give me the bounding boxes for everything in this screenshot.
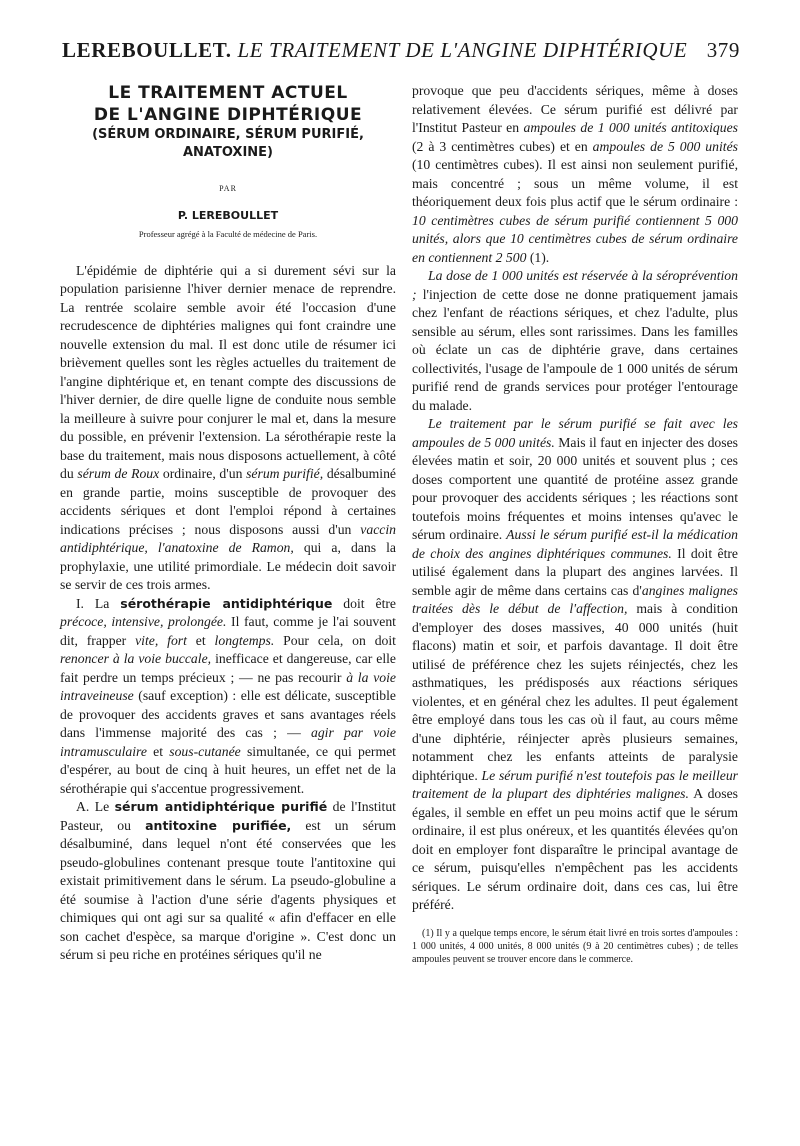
- article-subtitle-line2: ANATOXINE): [182, 145, 273, 160]
- heading-serum-purifie: sérum antidiphtérique purifié: [114, 799, 328, 814]
- running-head: [62, 38, 740, 63]
- heading-antitoxine: antitoxine purifiée,: [145, 817, 292, 833]
- byline-par: PAR: [219, 184, 237, 193]
- paragraph-serotherapy: I. La sérothérapie antidiphtérique doit être précoce, intensive, prolongée. Il faut, comme je l'ai souvent dit, frapper vite, fort et longtemps. Pour cela, on doit renoncer à la voie buccale, inefficace et dangereuse, car elle fait perdre un temps précieux ; — ne pas recourir à la voie intraveineuse (sauf exception) : elle est délicate, susceptible de provoquer des accidents graves et sans avantages réels dans l'immense majorité des cas ; — agir par voie intramusculaire et sous-cutanée simultanée, ce qui permet d'espérer, au bout de cinq à huit heures, un effet net de la sérothérapie qui s'accentue progressivement.: [60, 595, 397, 796]
- paragraph-serum-purifie: A. Le sérum antidiphtérique purifié de l'Institut Pasteur, ou antitoxine purifiée, est un sérum désalbuminé, dans lequel n'ont été conservées que les pseudo-globulines contenant presque toute l'antitoxine qui existait primitivement dans le sérum. La pseudo-globuline a été soumise à l'action d'une série d'agents physiques et chimiques qui ont agi sur sa qualité « afin d'effacer en elle son cachet d'espèce, sa marque d'origine ». C'est donc un sérum si peu riche en protéines sériques qu'il ne: [60, 799, 397, 962]
- article-title-line1: LE TRAITEMENT ACTUEL: [108, 83, 348, 103]
- heading-serotherapie: sérothérapie antidiphtérique: [120, 595, 333, 611]
- page-number: 379: [706, 38, 740, 62]
- right-column: [412, 82, 738, 966]
- running-head-title: LE TRAITEMENT DE L'ANGINE DIPHTÉRIQUE: [237, 38, 688, 62]
- footnote: (1) Il y a quelque temps encore, le sérum était livré en trois sortes d'ampoules : 1 000 unités, 4 000 unités, 8 000 unités (9 à 20 centimètres cubes) ; de telles ampoules peuvent se trouver encore dans le commerce.: [412, 927, 738, 965]
- running-head-author: LEREBOULLET.: [62, 38, 232, 62]
- article-title-line2: DE L'ANGINE DIPHTÉRIQUE: [93, 105, 363, 125]
- paragraph-seroprevention: La dose de 1 000 unités est réservée à la séroprévention ; l'injection de cette dose ne donne pratiquement jamais chez l'enfant de réactions sériques, et chez l'adulte, plus sensible au sérum, elles sont rarissimes. Dans les familles où éclate un cas de diphtérie grave, dans certaines collectivités, l'usage de l'ampoule de 1 000 unités de sérum purifié rend de grands services pour protéger l'entourage du malade.: [412, 268, 738, 413]
- left-column: [60, 82, 396, 965]
- paragraph-continued: provoque que peu d'accidents sériques, même à doses relativement élevées. Ce sérum purifié est délivré par l'Institut Pasteur en ampoules de 1 000 unités antitoxiques (2 à 3 centimètres cubes) et en ampoules de 5 000 unités (10 centimètres cubes). Il est ainsi non seulement purifié, mais concentré ; sous un même volume, il est théoriquement deux fois plus actif que le sérum ordinaire : 10 centimètres cubes de sérum purifié contiennent 5 000 unités, alors que 10 centimètres cubes de sérum ordinaire en contiennent 2 500 (1).: [412, 83, 738, 265]
- paragraph-traitement: Le traitement par le sérum purifié se fait avec les ampoules de 5 000 unités. Mais il faut en injecter des doses élevées matin et soir, 20 000 unités et souvent plus ; ces doses comportent une quantité de protéine assez grande pour provoquer des accidents sériques ; les réactions sont toutefois moins fréquentes et moins intenses qu'avec le sérum ordinaire. Aussi le sérum purifié est-il la médication de choix des angines diphtériques communes. Il doit être utilisé également dans la plupart des angines larvées. Il semble agir de même dans certains cas d'angines malignes traitées dès le début de l'affection, mais à condition d'employer des doses massives, 40 000 unités (huit flacons) matin et soir, et parfois davantage. Il doit être utilisé de préférence chez les sujets réinjectés, chez les asthmatiques, les prédisposés aux réactions sériques violentes, et en général chez les adultes. Il peut également être employé dans tous les cas où il faut, au cours même d'une diphtérie, réinjecter après plusieurs semaines, notamment chez les enfants atteints de paralysie diphtérique. Le sérum purifié n'est toutefois pas le meilleur traitement de la plupart des diphtéries malignes. A doses égales, il semble en effet un peu moins actif que le sérum ordinaire, il est plus onéreux, et les quantités élevées qu'on doit en employer font disparaître le principal avantage de ce sérum, puisqu'elles n'empêchent pas les accidents sériques. Le sérum ordinaire doit, dans ces cas, lui être préféré.: [412, 416, 739, 912]
- paragraph-intro: L'épidémie de diphtérie qui a si durement sévi sur la population parisienne l'hiver dernier menace de reprendre. La rentrée scolaire semble avoir été l'occasion d'une recrudescence de diphtéries malignes qui font craindre une nouvelle extension du mal. Il est donc utile de résumer ici brièvement quelles sont les règles actuelles du traitement de l'angine diphtérique et, en tenant compte des discussions de l'hiver dernier, de dire quelle ligne de conduite nous semble la meilleure à suivre pour conjurer le mal et, dans la mesure du possible, en prévenir l'extension. La sérothérapie reste la base du traitement, mais nous disposons actuellement, à côté du sérum de Roux ordinaire, d'un sérum purifié, désalbuminé en grande partie, moins susceptible de provoquer des accidents sériques et dont l'emploi répond à certaines indications précises ; nous disposons aussi d'un vaccin antidiphtérique, l'anatoxine de Ramon, qui a, dans la prophylaxie, une utilité primordiale. Le médecin doit savoir se servir de ces trois armes.: [60, 262, 397, 592]
- author-name: P. LEREBOULLET: [177, 208, 279, 222]
- author-affiliation: Professeur agrégé à la Faculté de médecine de Paris.: [138, 229, 318, 239]
- article-subtitle-line1: (SÉRUM ORDINAIRE, SÉRUM PURIFIÉ,: [92, 127, 364, 142]
